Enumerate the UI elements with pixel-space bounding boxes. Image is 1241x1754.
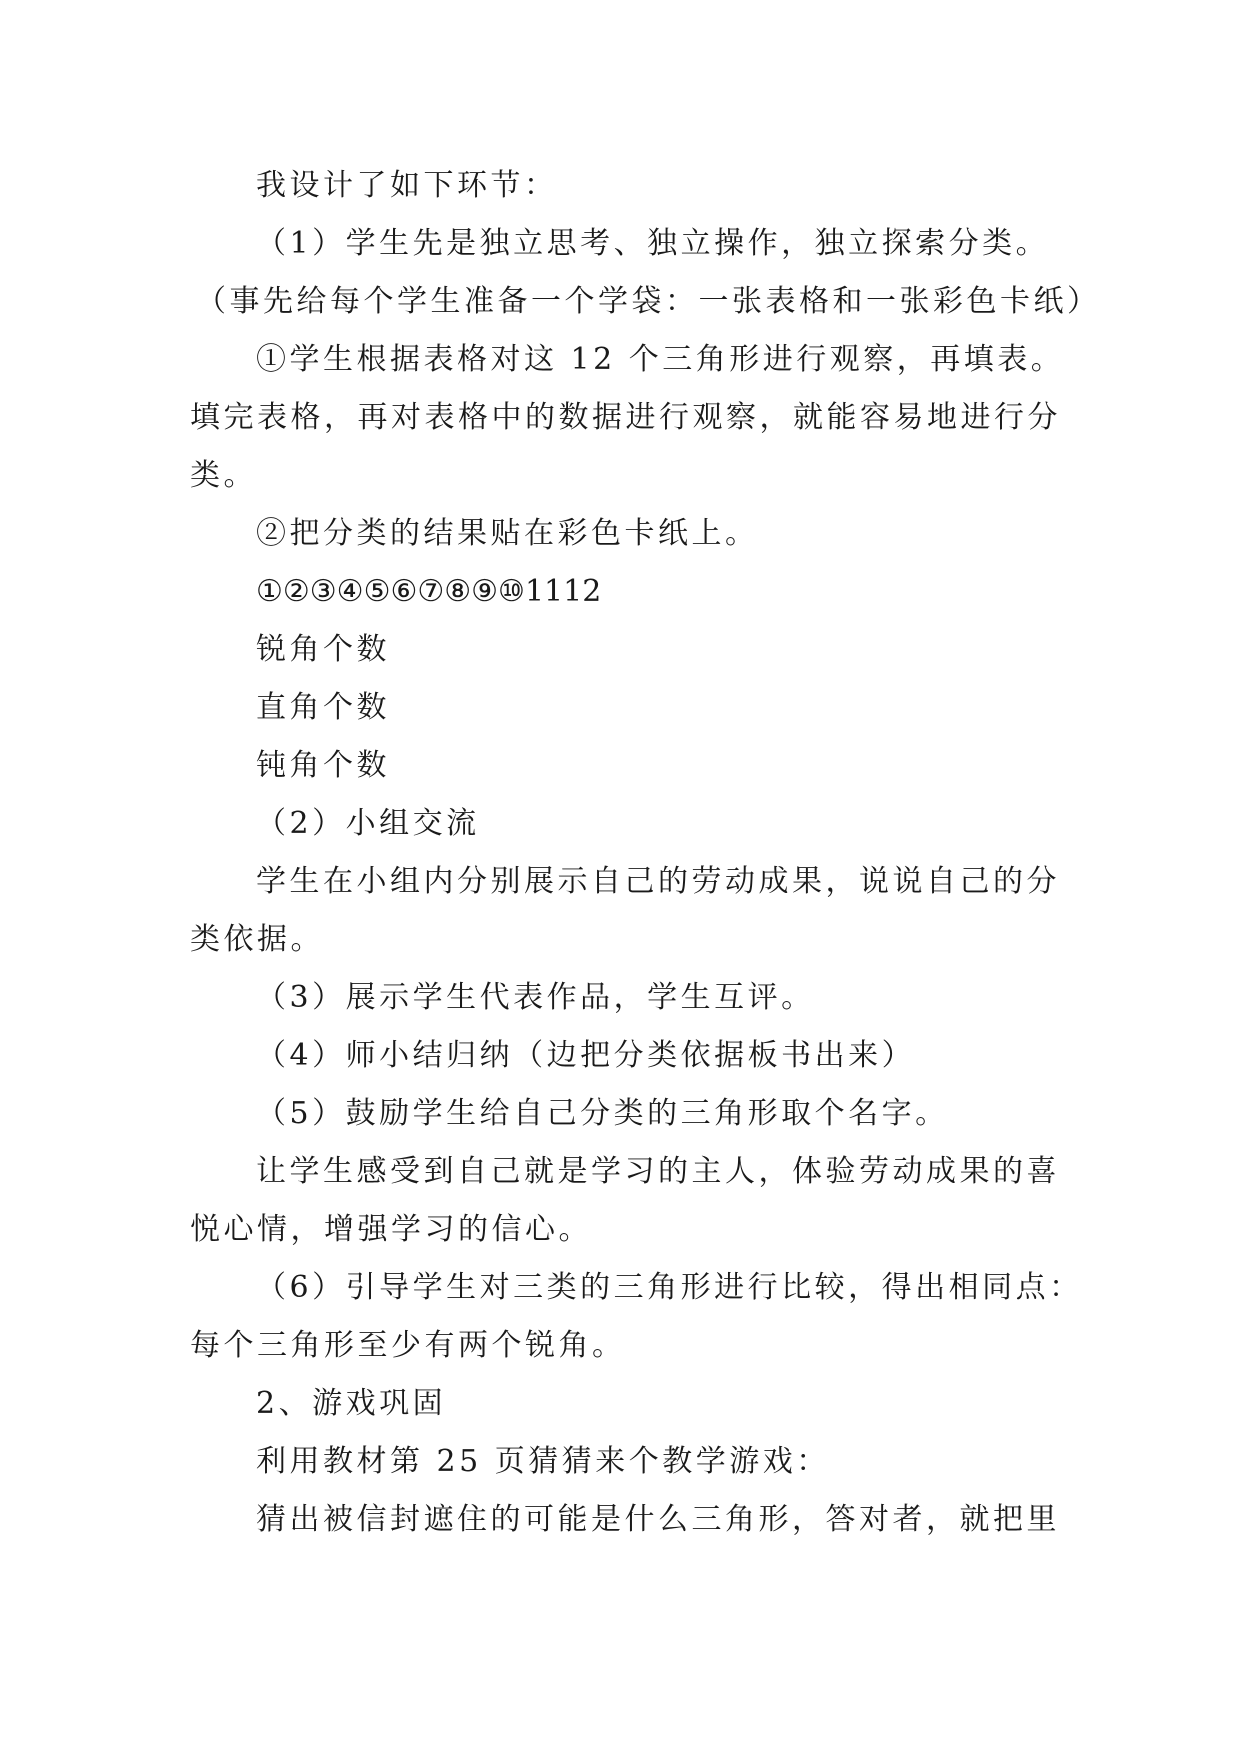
paragraph-line: （1）学生先是独立思考、独立操作，独立探索分类。	[256, 226, 1050, 261]
paragraph-line: （事先给每个学生准备一个学袋：一张表格和一张彩色卡纸）	[196, 284, 1101, 319]
paragraph-line: 类。	[190, 458, 257, 493]
paragraph-line: 填完表格，再对表格中的数据进行观察，就能容易地进行分	[190, 400, 1061, 435]
paragraph-line: 悦心情，增强学习的信心。	[190, 1212, 592, 1247]
paragraph-line: （4）师小结归纳（边把分类依据板书出来）	[256, 1038, 916, 1073]
section-heading: 2、游戏巩固	[256, 1386, 447, 1421]
paragraph-line: ②把分类的结果贴在彩色卡纸上。	[256, 516, 759, 551]
paragraph-line: （5）鼓励学生给自己分类的三角形取个名字。	[256, 1096, 949, 1131]
table-header-numbers: ①②③④⑤⑥⑦⑧⑨⑩1112	[256, 574, 602, 609]
table-row-label: 钝角个数	[256, 748, 390, 783]
paragraph-line: 猜出被信封遮住的可能是什么三角形，答对者，就把里	[256, 1502, 1060, 1537]
paragraph-line: ①学生根据表格对这 12 个三角形进行观察，再填表。	[256, 342, 1065, 377]
paragraph-line: 利用教材第 25 页猜猜来个教学游戏：	[256, 1444, 830, 1479]
section-heading: （2）小组交流	[256, 806, 480, 841]
paragraph-line: 让学生感受到自己就是学习的主人，体验劳动成果的喜	[256, 1154, 1060, 1189]
paragraph-line: 我设计了如下环节：	[256, 168, 558, 203]
paragraph-line: 每个三角形至少有两个锐角。	[190, 1328, 626, 1363]
paragraph-line: 类依据。	[190, 922, 324, 957]
table-row-label: 直角个数	[256, 690, 390, 725]
table-row-label: 锐角个数	[256, 632, 390, 667]
paragraph-line: （6）引导学生对三类的三角形进行比较，得出相同点：	[256, 1270, 1083, 1305]
paragraph-line: （3）展示学生代表作品，学生互评。	[256, 980, 815, 1015]
paragraph-line: 学生在小组内分别展示自己的劳动成果，说说自己的分	[256, 864, 1060, 899]
